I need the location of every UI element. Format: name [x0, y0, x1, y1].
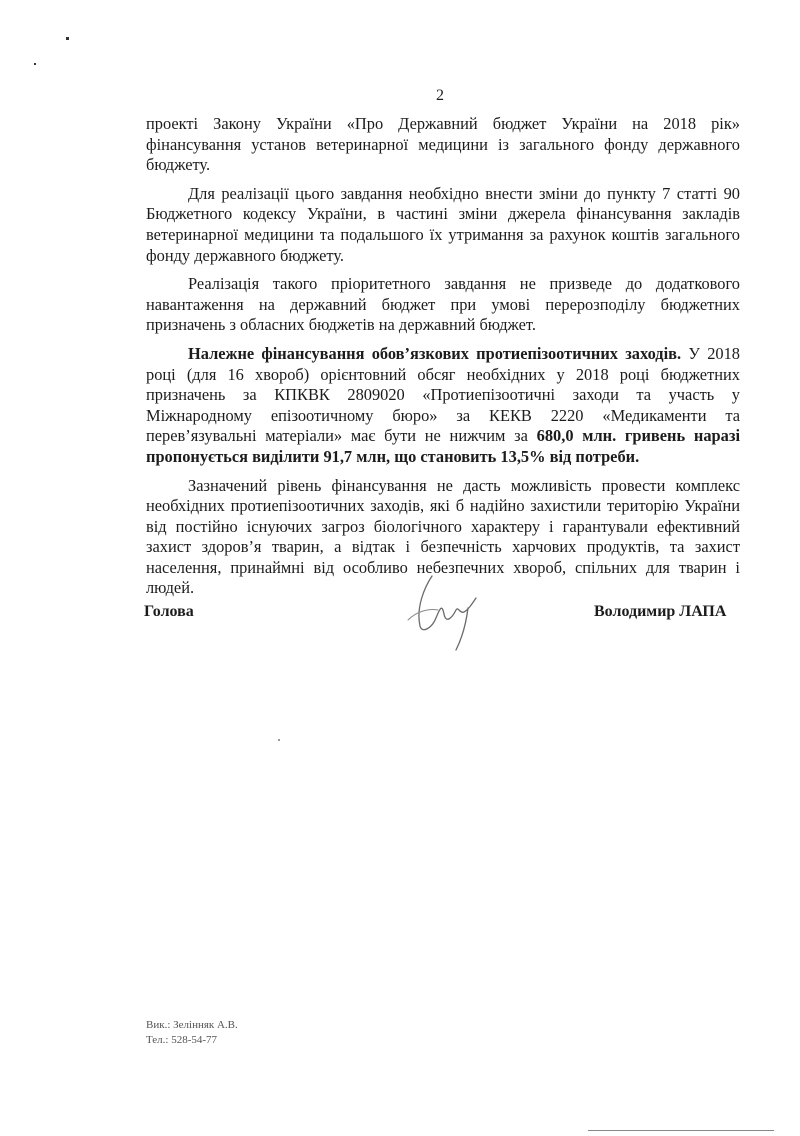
- funding-heading: Належне фінансування обов’язкових протиепізоотичних заходів.: [188, 343, 682, 363]
- scan-speck: [66, 37, 69, 40]
- signatory-name: Володимир ЛАПА: [594, 603, 727, 620]
- document-body: [146, 114, 740, 599]
- paragraph-continuation: проекті Закону України «Про Державний бюджет України на 2018 рік» фінансування установ ветеринарної медицини із загального фонду державного бюджету.: [146, 114, 740, 175]
- handwritten-signature: [402, 568, 502, 658]
- paragraph-conclusion: Зазначений рівень фінансування не дасть можливість провести комплекс необхідних протиепізоотичних заходів, які б надійно захистили територію України від постійно існуючих загроз біологічного характеру і гарантували ефективний захист здоров’я тварин, а відтак і безпечність харчових продуктів, та захист населення, принаймні від особливо небезпечних хвороб, спільних для тварин і людей.: [146, 475, 740, 598]
- paragraph-budget-code: Для реалізації цього завдання необхідно внести зміни до пункту 7 статті 90 Бюджетного кодексу України, в частині зміни джерела фінансування закладів ветеринарної медицини та подальшого їх утримання за рахунок коштів загального фонду державного бюджету.: [146, 183, 740, 265]
- scan-speck: [34, 63, 36, 65]
- funding-text: У 2018 році (для 16 хвороб) орієнтовний обсяг необхідних у 2018 році бюджетних призначень за КПКВК 2809020 «Протиепізоотичні заходи та участь у Міжнародному епізоотичному бюро» за КЕКВ 2220 «Медикаменти та перев’язувальні матеріали» має бути не нижчим за: [146, 343, 740, 446]
- funding-amount: 680,0 млн. гривень наразі пропонується виділити 91,7 млн, що становить 13,5% від потреби.: [146, 426, 741, 466]
- paragraph-priority: Реалізація такого пріоритетного завдання не призведе до додаткового навантаження на державний бюджет при умові перерозподілу бюджетних призначень з обласних бюджетів на державний бюджет.: [146, 274, 740, 335]
- paragraph-funding: [146, 344, 740, 468]
- executor-footer: [146, 1018, 238, 1048]
- signatory-title: Голова: [144, 603, 194, 620]
- executor-name: Вик.: Зелінняк А.В.: [146, 1019, 238, 1031]
- scan-speck: [278, 739, 280, 741]
- bottom-scan-line: [588, 1130, 774, 1131]
- page-number: 2: [436, 87, 444, 104]
- executor-phone: Тел.: 528-54-77: [146, 1034, 218, 1046]
